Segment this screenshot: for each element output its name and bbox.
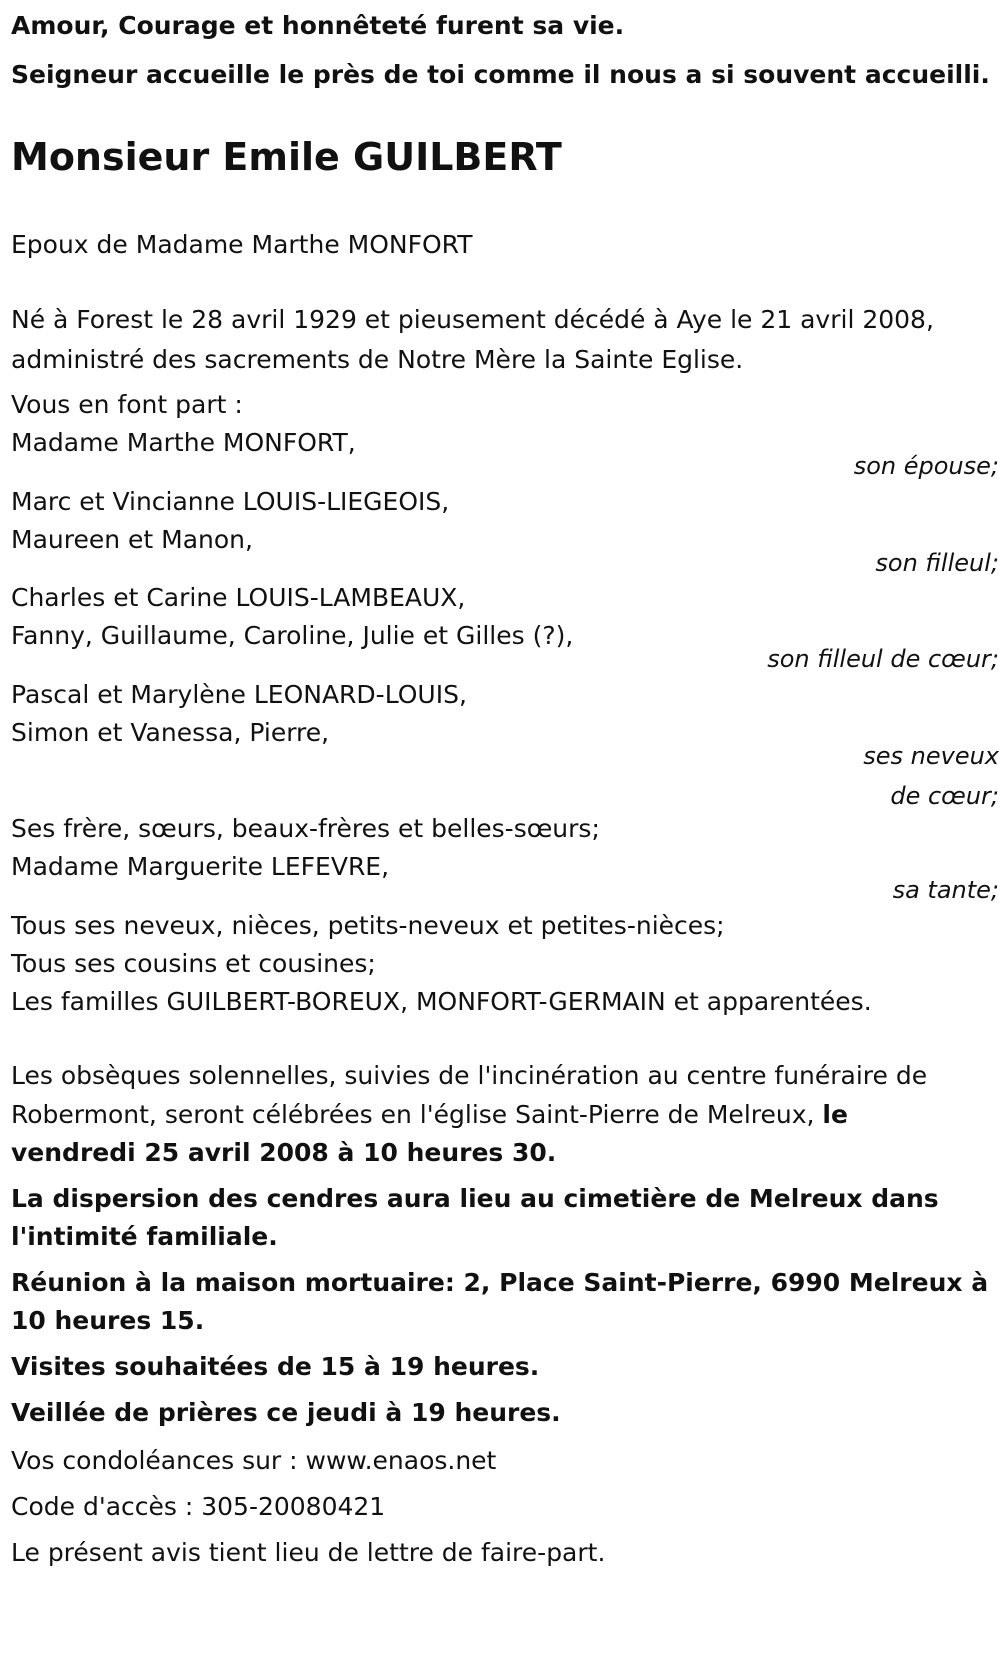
spouse-line: Epoux de Madame Marthe MONFORT [11,230,473,259]
closing-line: Tous ses neveux, nièces, petits-neveux et petites-nièces; [11,911,725,940]
relation-label [11,736,999,816]
relation-label: sa tante; [892,876,999,904]
meeting-line-2: 10 heures 15. [11,1306,205,1335]
announcer-line: Charles et Carine LOUIS-LAMBEAUX, [11,583,466,612]
relation-label: son filleul de cœur; [767,645,999,673]
announcer-line: Ses frère, sœurs, beaux-frères et belles-sœurs; [11,814,600,843]
relation-label: son filleul; [875,549,999,577]
meeting-line-1: Réunion à la maison mortuaire: 2, Place Saint-Pierre, 6990 Melreux à [11,1268,989,1297]
relation-label: son épouse; [853,452,999,480]
birth-death-line: Né à Forest le 28 avril 1929 et pieusement décédé à Aye le 21 avril 2008, [11,305,934,334]
deceased-name: Monsieur Emile GUILBERT [11,135,562,179]
access-code-line: Code d'accès : 305-20080421 [11,1492,386,1521]
epigraph-line-1: Amour, Courage et honnêteté furent sa vie. [11,11,625,40]
condolences-line: Vos condoléances sur : www.enaos.net [11,1446,497,1475]
relation-label-text: ses neveux de cœur; [863,742,999,810]
announcer-line: Madame Marthe MONFORT, [11,428,356,457]
announcers-intro: Vous en font part : [11,390,243,419]
announcer-line: Simon et Vanessa, Pierre, [11,718,330,747]
announcer-line: Maureen et Manon, [11,525,253,554]
funeral-line-1: Les obsèques solennelles, suivies de l'incinération au centre funéraire de [11,1061,928,1090]
announcer-line: Fanny, Guillaume, Caroline, Julie et Gilles (?), [11,621,574,650]
funeral-line-2 [11,1095,848,1135]
closing-line: Tous ses cousins et cousines; [11,949,376,978]
dispersion-line-1: La dispersion des cendres aura lieu au cimetière de Melreux dans [11,1184,939,1213]
notice-line: Le présent avis tient lieu de lettre de faire-part. [11,1538,606,1567]
visits-line: Visites souhaitées de 15 à 19 heures. [11,1352,540,1381]
funeral-line-2-text: Robermont, seront célébrées en l'église Saint-Pierre de Melreux, [11,1100,815,1129]
dispersion-line-2: l'intimité familiale. [11,1222,278,1251]
funeral-line-2-bold: le [822,1100,848,1129]
sacraments-line: administré des sacrements de Notre Mère la Sainte Eglise. [11,345,744,374]
funeral-date: vendredi 25 avril 2008 à 10 heures 30. [11,1138,557,1167]
closing-line: Les familles GUILBERT-BOREUX, MONFORT-GERMAIN et apparentées. [11,987,872,1016]
epigraph-line-2: Seigneur accueille le près de toi comme il nous a si souvent accueilli. [11,60,990,89]
vigil-line: Veillée de prières ce jeudi à 19 heures. [11,1398,561,1427]
announcer-line: Pascal et Marylène LEONARD-LOUIS, [11,680,467,709]
announcer-line: Marc et Vincianne LOUIS-LIEGEOIS, [11,487,450,516]
announcer-line: Madame Marguerite LEFEVRE, [11,852,390,881]
